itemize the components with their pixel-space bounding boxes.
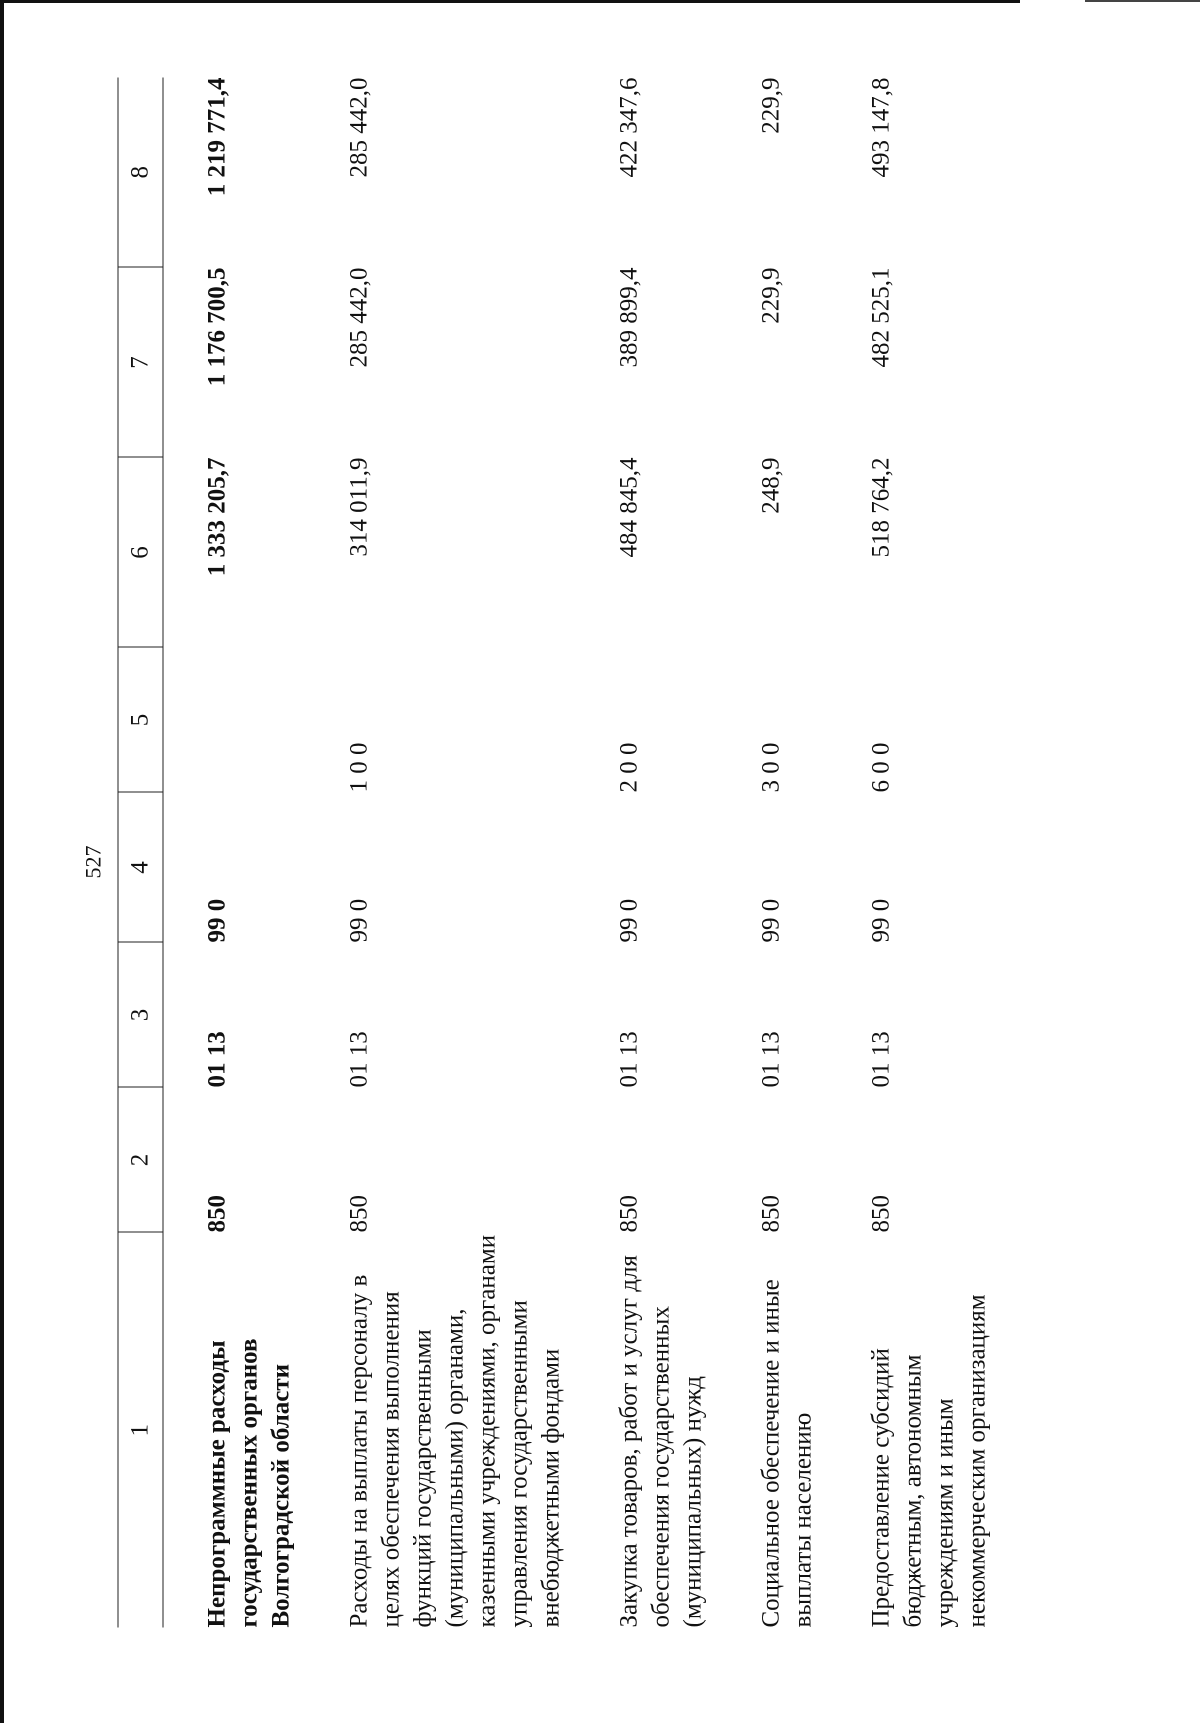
cell-ministry-code: 850: [203, 1194, 230, 1232]
cell-expense-type: 3 0 0: [757, 742, 784, 792]
table-row: [585, 77, 727, 1627]
cell-ministry-code: 850: [615, 1194, 642, 1232]
cell-amount-7: 389 899,4: [615, 267, 642, 367]
cell-amount-7: 285 442,0: [345, 267, 372, 367]
page-number: 527: [80, 845, 105, 878]
cell-target-code: 99 0: [345, 898, 372, 942]
cell-target-code: 99 0: [615, 898, 642, 942]
cell-amount-6: 248,9: [757, 457, 784, 514]
cell-ministry-code: 850: [757, 1194, 784, 1232]
cell-amount-7: 1 176 700,5: [203, 267, 230, 386]
cell-amount-6: 518 764,2: [867, 457, 894, 557]
cell-amount-7: 229,9: [757, 267, 784, 324]
row-name: Закупка товаров, работ и услуг для обеспечения государственных (муниципальных) нужд: [615, 1254, 706, 1627]
cell-expense-type: 6 0 0: [867, 742, 894, 792]
cell-amount-8: 1 219 771,4: [203, 77, 230, 196]
cell-target-code: 99 0: [867, 898, 894, 942]
header-col-7: 7: [118, 267, 163, 457]
cell-section-code: 01 13: [203, 1030, 230, 1087]
header-col-5: 5: [118, 647, 163, 792]
header-col-2: 2: [118, 1087, 163, 1232]
header-col-4: 4: [118, 792, 163, 942]
cell-amount-7: 482 525,1: [867, 267, 894, 367]
header-col-8: 8: [118, 77, 163, 267]
table-row: [727, 77, 837, 1627]
cell-target-code: 99 0: [203, 898, 230, 942]
cell-amount-6: 1 333 205,7: [203, 457, 230, 576]
budget-table: [117, 77, 1011, 1627]
cell-amount-8: 229,9: [757, 77, 784, 134]
cell-amount-8: 285 442,0: [345, 77, 372, 177]
cell-amount-6: 314 011,9: [345, 457, 372, 557]
table-row: [163, 77, 316, 1627]
row-name: Социальное обеспечение и иные выплаты населению: [757, 1278, 816, 1627]
cell-amount-8: 422 347,6: [615, 77, 642, 177]
cell-section-code: 01 13: [345, 1030, 372, 1087]
cell-section-code: 01 13: [867, 1030, 894, 1087]
cell-ministry-code: 850: [345, 1194, 372, 1232]
header-col-3: 3: [118, 942, 163, 1087]
cell-expense-type: [163, 647, 316, 792]
cell-expense-type: 1 0 0: [345, 742, 372, 792]
cell-amount-8: 493 147,8: [867, 77, 894, 177]
cell-section-code: 01 13: [757, 1030, 784, 1087]
header-col-1: 1: [118, 1232, 163, 1627]
header-col-6: 6: [118, 457, 163, 647]
table-row: [315, 77, 585, 1627]
table-row: [837, 77, 1011, 1627]
cell-ministry-code: 850: [867, 1194, 894, 1232]
row-name: Расходы на выплаты персоналу в целях обеспечения выполнения функций государственными (муниципальными) органами, казенными учреждениями, органами управления государственными внебюджетными фондами: [345, 1234, 564, 1627]
row-name: Непрограммные расходы государственных органов Волгоградской области: [203, 1337, 294, 1627]
cell-amount-6: 484 845,4: [615, 457, 642, 557]
cell-expense-type: 2 0 0: [615, 742, 642, 792]
cell-section-code: 01 13: [615, 1030, 642, 1087]
header-row: [118, 77, 163, 1627]
cell-target-code: 99 0: [757, 898, 784, 942]
row-name: Предоставление субсидий бюджетным, автономным учреждениям и иным некоммерческим организациям: [867, 1293, 990, 1627]
